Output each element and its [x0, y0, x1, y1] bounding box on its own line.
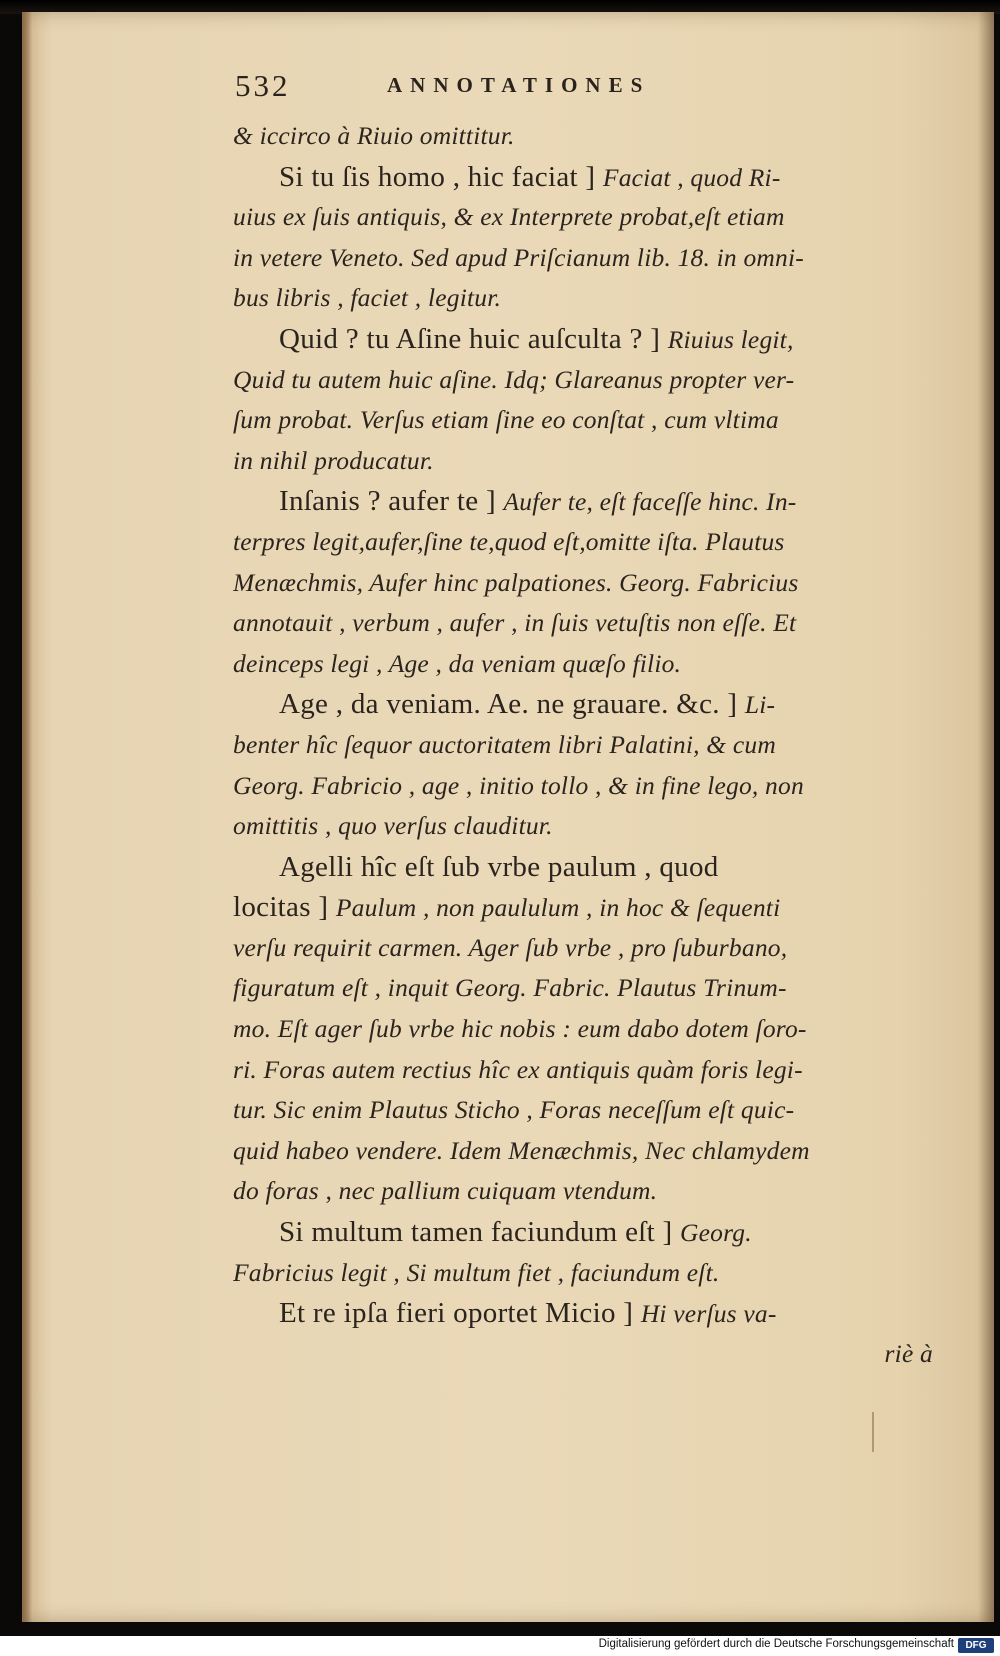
note-text: Faciat , quod Ri- [602, 162, 781, 192]
lemma-text: locitas ] [233, 891, 336, 924]
note-text: Li- [744, 690, 776, 720]
text-line [233, 1009, 943, 1050]
running-title: ANNOTATIONES [387, 73, 651, 97]
text-line [233, 766, 943, 807]
text-line [233, 847, 943, 888]
note-text: Quid tu autem huic aſine. Idq; Glareanus propter ver- [233, 364, 795, 394]
text-line [233, 1212, 943, 1253]
note-text: ſum probat. Verſus etiam ſine eo conſtat , cum vltima [233, 405, 779, 435]
text-line [233, 319, 943, 360]
lemma-text: Si multum tamen faciundum eſt ] [279, 1216, 681, 1249]
text-line [233, 522, 943, 563]
note-text: tur. Sic enim Plautus Sticho , Foras neceſſum eſt quic- [233, 1095, 795, 1125]
text-line [233, 1293, 943, 1334]
note-text: bus libris , faciet , legitur. [233, 283, 502, 313]
dfg-logo-icon: DFG [958, 1638, 994, 1653]
note-text: Riuius legit, [667, 324, 794, 354]
text-line [233, 116, 943, 157]
note-text: terpres legit,aufer,ſine te,quod eſt,omitte iſta. Plautus [233, 526, 785, 556]
text-line [233, 400, 943, 441]
note-text: ri. Foras autem rectius hîc ex antiquis quàm foris legi- [233, 1054, 803, 1084]
text-line [233, 928, 943, 969]
lemma-text: Quid ? tu Aſine huic auſculta ? ] [279, 322, 668, 355]
text-line [233, 1131, 943, 1172]
text-line [233, 481, 943, 522]
note-text: Paulum , non paululum , in hoc & ſequenti [335, 893, 781, 923]
lemma-text: Inſanis ? aufer te ] [279, 485, 504, 518]
note-text: Aufer te, eſt faceſſe hinc. In- [503, 487, 797, 517]
text-line [233, 278, 943, 319]
note-text: benter hîc ſequor auctoritatem libri Palatini, & cum [233, 729, 776, 759]
note-text: omittitis , quo verſus clauditur. [233, 811, 553, 841]
text-line [233, 1090, 943, 1131]
text-line [233, 644, 943, 685]
text-line [233, 157, 943, 198]
paper-speck [872, 1412, 874, 1452]
lemma-text: Et re ipſa fieri oportet Micio ] [279, 1297, 641, 1330]
text-line [233, 684, 943, 725]
text-line [233, 806, 943, 847]
note-text: Fabricius legit , Si multum fiet , faciundum eſt. [233, 1257, 720, 1287]
note-text: Georg. [680, 1218, 752, 1248]
text-line [233, 1253, 943, 1294]
note-text: mo. Eſt ager ſub vrbe hic nobis : eum dabo dotem ſoro- [233, 1014, 807, 1044]
lemma-text: Si tu ſis homo , hic faciat ] [279, 160, 603, 193]
note-text: annotauit , verbum , aufer , in ſuis vetuſtis non eſſe. Et [233, 608, 797, 638]
note-text: Georg. Fabricio , age , initio tollo , & in fine lego, non [233, 770, 804, 800]
text-line [233, 1171, 943, 1212]
note-text: Menæchmis, Aufer hinc palpationes. Georg. Fabricius [233, 567, 799, 597]
text-line [233, 360, 943, 401]
page-header [215, 62, 915, 106]
text-line [233, 197, 943, 238]
note-text: uius ex ſuis antiquis, & ex Interprete probat,eſt etiam [233, 202, 785, 232]
note-text: & iccirco à Riuio omittitur. [233, 121, 515, 150]
note-text: riè à [884, 1338, 933, 1368]
lemma-text: Agelli hîc eſt ſub vrbe paulum , quod [279, 850, 719, 883]
text-line [233, 603, 943, 644]
lemma-text: Age , da veniam. Ae. ne grauare. &c. ] [279, 688, 745, 721]
note-text: quid habeo vendere. Idem Menæchmis, Nec chlamydem [233, 1135, 810, 1165]
note-text: in nihil producatur. [233, 445, 434, 475]
note-text: in vetere Veneto. Sed apud Priſcianum lib. 18. in omni- [233, 242, 804, 272]
digitization-credit: Digitalisierung gefördert durch die Deutsche Forschungsgemeinschaft [598, 1638, 954, 1650]
note-text: verſu requirit carmen. Ager ſub vrbe , pro ſuburbano, [233, 932, 788, 962]
annotation-text [233, 116, 943, 1374]
page-number: 532 [235, 68, 291, 103]
text-line [233, 725, 943, 766]
note-text: Hi verſus va- [640, 1299, 777, 1329]
note-text: deinceps legi , Age , da veniam quæſo filio. [233, 648, 682, 678]
text-line [233, 1050, 943, 1091]
text-line [233, 1334, 943, 1375]
text-line [233, 563, 943, 604]
note-text: figuratum eſt , inquit Georg. Fabric. Plautus Trinum- [233, 973, 787, 1003]
note-text: do foras , nec pallium cuiquam vtendum. [233, 1176, 658, 1206]
text-line [233, 441, 943, 482]
text-line [233, 968, 943, 1009]
text-line [233, 238, 943, 279]
text-line [233, 887, 943, 928]
